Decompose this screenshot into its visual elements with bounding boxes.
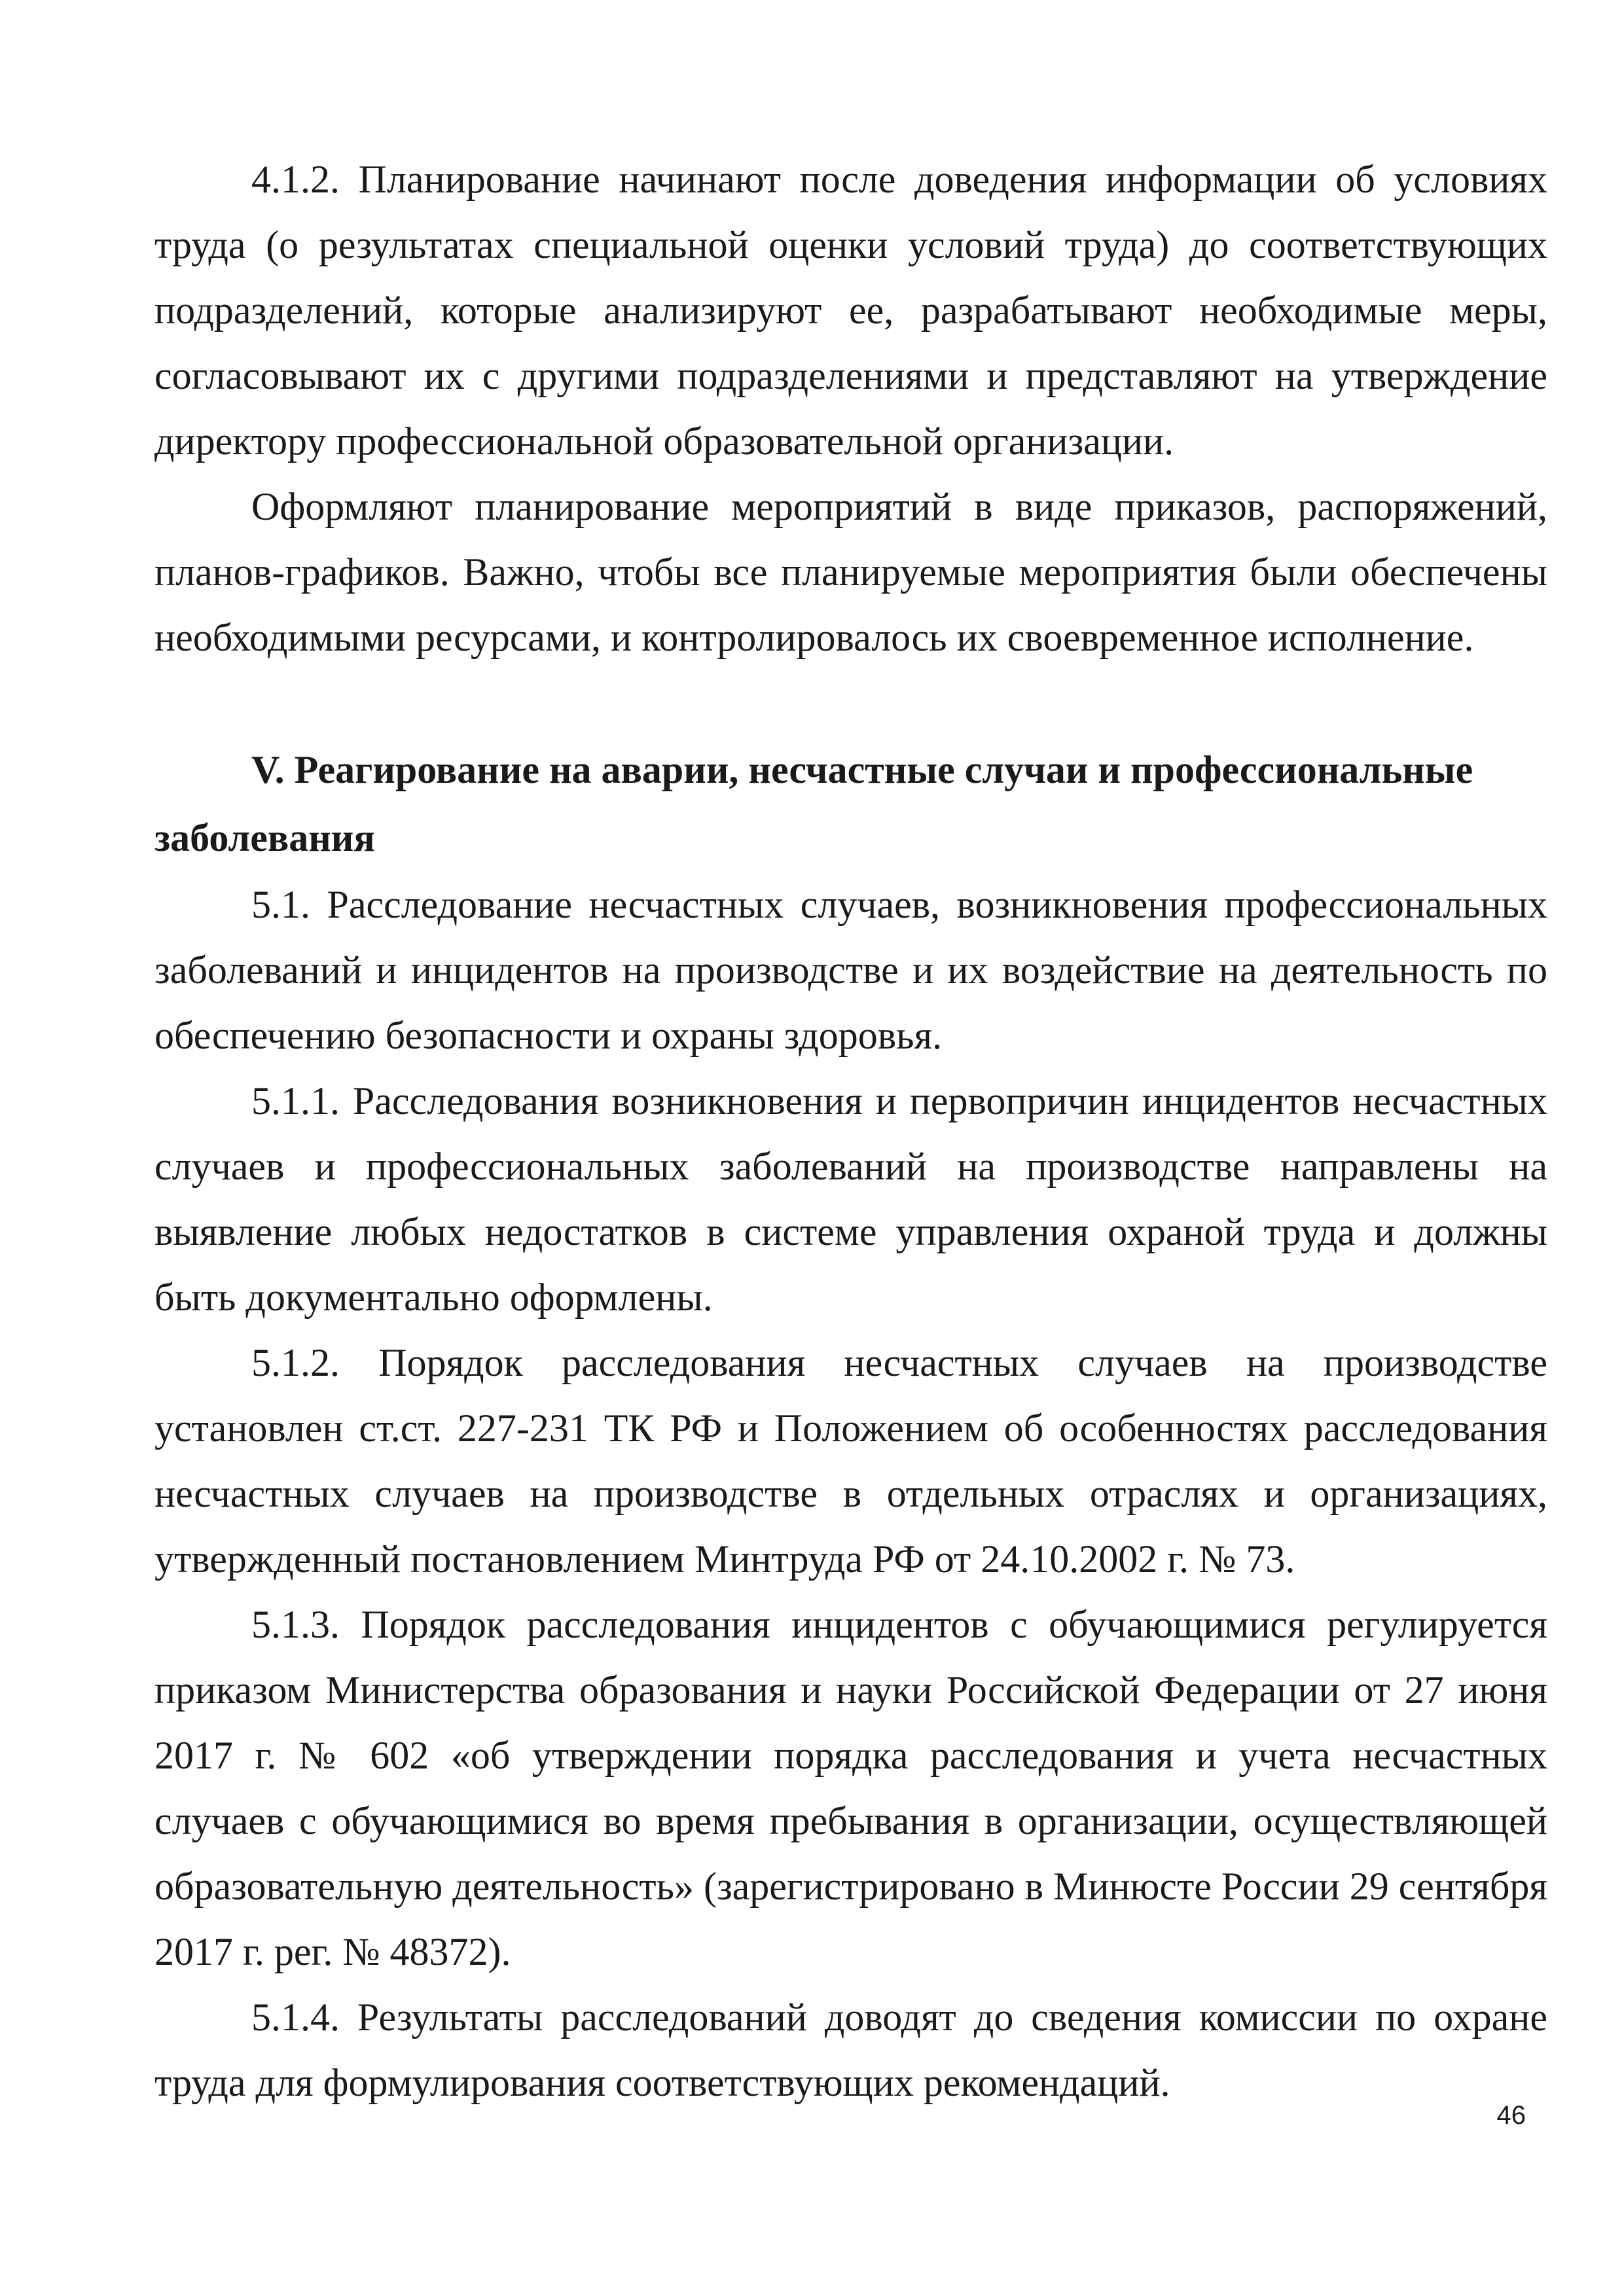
paragraph-5-1: 5.1. Расследование несчастных случаев, возникновения профессиональных заболеваний и инцидентов на производстве и их воздействие на деятельность по обеспечению безопасности и охраны здоровья. <box>154 883 1547 1057</box>
page-number: 46 <box>1496 2101 1526 2130</box>
paragraph-5-1-2: 5.1.2. Порядок расследования несчастных случаев на производстве установлен ст.ст. 227-231 ТК РФ и Положением об особенностях расследования несчастных случаев на производстве в отдельных отраслях и организациях, утвержденный постановлением Минтруда РФ от 24.10.2002 г. № 73. <box>154 1341 1547 1581</box>
paragraph-4-1-2: 4.1.2. Планирование начинают после доведения информации об условиях труда (о результатах специальной оценки условий труда) до соответствующих подразделений, которые анализируют ее, разрабатывают необходимые меры, согласовывают их с другими подразделениями и представляют на утверждение директору профессиональной образовательной организации. <box>154 158 1547 463</box>
paragraph-planning-format: Оформляют планирование мероприятий в виде приказов, распоряжений, планов-графиков. Важно, чтобы все планируемые мероприятия были обеспечены необходимыми ресурсами, и контролировалось их своевременное исполнение. <box>154 485 1547 659</box>
document-body <box>154 147 1547 2115</box>
paragraph-5-1-3: 5.1.3. Порядок расследования инцидентов с обучающимися регулируется приказом Министерства образования и науки Российской Федерации от 27 июня 2017 г. № 602 «об утверждении порядка расследования и учета несчастных случаев с обучающимися во время пребывания в организации, осуществляющей образовательную деятельность» (зарегистрировано в Минюсте России 29 сентября 2017 г. рег. № 48372). <box>154 1603 1547 1973</box>
paragraph-5-1-4: 5.1.4. Результаты расследований доводят до сведения комиссии по охране труда для формулирования соответствующих рекомендаций. <box>154 1996 1547 2104</box>
section-heading: V. Реагирование на аварии, несчастные случаи и профессиональные заболевания <box>154 748 1473 859</box>
paragraph-5-1-1: 5.1.1. Расследования возникновения и первопричин инцидентов несчастных случаев и профессиональных заболеваний на производстве направлены на выявление любых недостатков в системе управления охраной труда и должны быть документально оформлены. <box>154 1079 1547 1319</box>
